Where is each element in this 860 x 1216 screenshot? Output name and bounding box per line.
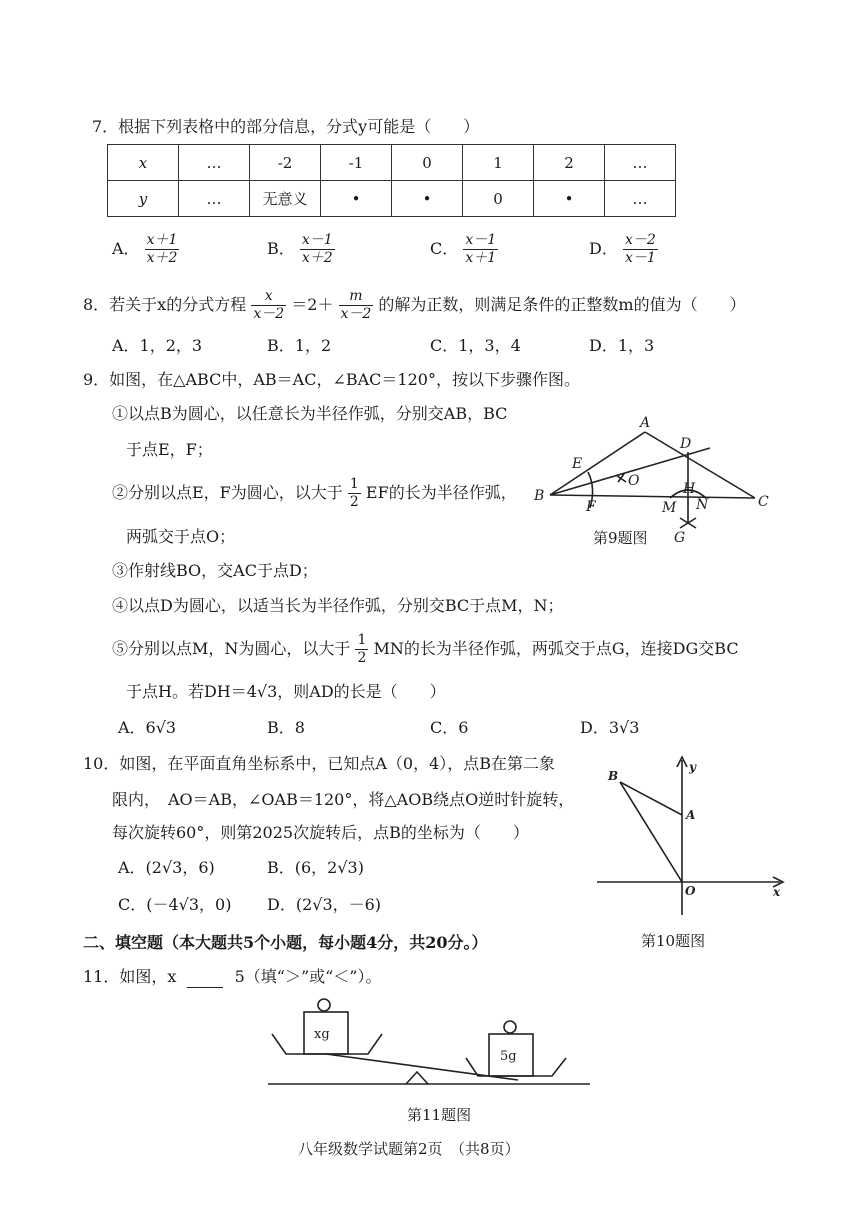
one-half-fraction	[348, 476, 361, 511]
label-c: C	[758, 494, 769, 510]
fraction-numerator: x－2	[624, 232, 656, 248]
fraction-denominator: x＋2	[146, 250, 178, 266]
q7-option-d	[589, 232, 658, 267]
label-h: H	[683, 481, 696, 497]
table-cell: •	[321, 181, 392, 217]
option-label: C．	[430, 239, 459, 258]
left-weight-label: xg	[314, 1027, 330, 1042]
page-footer: 八年级数学试题第2页 （共8页）	[298, 1140, 520, 1158]
q8-option-d: D．1，3	[589, 336, 655, 355]
q9-step4: ④以点D为圆心，以适当长为半径作弧，分别交BC于点M，N；	[112, 596, 564, 615]
table-cell: 0	[463, 181, 534, 217]
q8-prefix: 8．若关于x的分式方程	[83, 295, 247, 314]
label-m: M	[662, 500, 677, 516]
segment-bo	[620, 782, 682, 882]
option-fraction	[623, 232, 658, 267]
q10-line3: 每次旋转60°，则第2025次旋转后，点B的坐标为（ ）	[112, 823, 529, 842]
segment-ac	[645, 432, 755, 498]
table-cell: x	[108, 145, 179, 181]
q8-fraction-1	[251, 288, 286, 323]
table-cell: …	[179, 145, 250, 181]
q9-step3: ③作射线BO，交AC于点D；	[112, 561, 318, 580]
q9-figure-caption: 第9题图	[593, 529, 648, 547]
label-g: G	[674, 530, 686, 545]
fraction-denominator: 2	[349, 494, 359, 510]
q7-row-x	[108, 145, 676, 181]
label-a: A	[686, 808, 696, 822]
q9-step1a: ①以点B为圆心，以任意长为半径作弧，分别交AB，BC	[112, 404, 508, 423]
q8-fraction-2	[339, 288, 374, 323]
fraction-denominator: x＋2	[301, 250, 333, 266]
q9-step2-pre: ②分别以点E，F为圆心，以大于	[112, 483, 343, 502]
table-cell: •	[392, 181, 463, 217]
right-weight-handle	[504, 1021, 516, 1033]
table-cell: 无意义	[250, 181, 321, 217]
label-f: F	[586, 499, 596, 515]
q10-option-c: C．(－4√3，0)	[118, 895, 232, 914]
q11-figure	[260, 992, 600, 1092]
q9-step5a	[112, 632, 739, 667]
table-cell: 2	[534, 145, 605, 181]
q11-stem-pre: 11．如图，x	[83, 967, 177, 986]
fraction-numerator: m	[339, 288, 374, 306]
fraction-denominator: x－1	[624, 250, 656, 266]
q10-figure	[595, 755, 790, 920]
table-cell: •	[534, 181, 605, 217]
table-cell: -2	[250, 145, 321, 181]
q10-option-d: D．(2√3，－6)	[267, 895, 382, 914]
q9-step5b: 于点H。若DH＝4√3，则AD的长是（ ）	[126, 682, 446, 701]
q7-row-y	[108, 181, 676, 217]
option-label: A．	[112, 239, 140, 258]
answer-blank[interactable]	[187, 967, 223, 988]
label-b: B	[608, 769, 619, 783]
q9-stem: 9．如图，在△ABC中，AB＝AC，∠BAC＝120°，按以下步骤作图。	[83, 370, 580, 389]
fraction-numerator: x	[251, 288, 286, 306]
label-d: D	[680, 436, 692, 452]
option-label: B．	[267, 239, 295, 258]
label-e: E	[572, 456, 583, 472]
q9-option-c: C．6	[430, 718, 469, 737]
table-cell: 0	[392, 145, 463, 181]
fraction-numerator: x－1	[301, 232, 333, 248]
q7-option-b	[267, 232, 335, 267]
fraction-numerator: x－1	[465, 232, 497, 248]
fraction-denominator: 2	[357, 650, 367, 666]
q7-option-c	[430, 232, 498, 267]
q10-figure-caption: 第10题图	[641, 932, 706, 950]
q8-middle: ＝2＋	[291, 295, 334, 314]
q7-option-a	[112, 232, 179, 267]
table-cell: …	[179, 181, 250, 217]
q8-suffix: 的解为正数，则满足条件的正整数m的值为（ ）	[378, 295, 746, 314]
option-label: D．	[589, 239, 618, 258]
q11-stem	[83, 967, 381, 988]
fulcrum	[406, 1072, 428, 1084]
label-o: O	[685, 884, 696, 898]
label-n: N	[696, 497, 709, 513]
q9-step5-pre: ⑤分别以点M，N为圆心，以大于	[112, 639, 351, 658]
q9-option-a: A．6√3	[118, 718, 177, 737]
table-cell: y	[108, 181, 179, 217]
q7-table	[107, 144, 676, 217]
table-cell: …	[605, 181, 676, 217]
q9-figure	[530, 410, 770, 545]
label-y: y	[689, 760, 696, 774]
fraction-denominator: x＋1	[465, 250, 497, 266]
q8-option-c: C．1，3，4	[430, 336, 521, 355]
q8-option-a: A．1，2，3	[112, 336, 203, 355]
q9-option-b: B．8	[267, 718, 305, 737]
q11-figure-caption: 第11题图	[407, 1106, 472, 1124]
left-weight-handle	[318, 999, 330, 1011]
q9-option-d: D．3√3	[580, 718, 640, 737]
option-fraction	[300, 232, 335, 267]
q10-option-a: A．(2√3，6)	[118, 858, 215, 877]
label-b: B	[534, 488, 545, 504]
fraction-denominator: x－2	[340, 306, 372, 322]
table-cell: -1	[321, 145, 392, 181]
segment-bc	[550, 495, 755, 498]
q11-stem-post: 5（填“＞”或“＜”）。	[234, 967, 382, 986]
q10-line1: 10．如图，在平面直角坐标系中，已知点A（0，4），点B在第二象	[83, 754, 556, 773]
q10-line2: 限内， AO＝AB，∠OAB＝120°，将△AOB绕点O逆时针旋转，	[112, 790, 575, 809]
section-title: 二、填空题（本大题共5个小题，每小题4分，共20分。）	[83, 933, 488, 952]
q8-option-b: B．1，2	[267, 336, 332, 355]
q9-step2-post: EF的长为半径作弧，	[365, 483, 517, 502]
fraction-numerator: x＋1	[146, 232, 178, 248]
table-cell: …	[605, 145, 676, 181]
fraction-numerator: 1	[349, 476, 359, 492]
q7-stem: 7．根据下列表格中的部分信息，分式y可能是（ ）	[92, 117, 480, 136]
q9-step5-post: MN的长为半径作弧，两弧交于点G，连接DG交BC	[373, 639, 739, 658]
right-weight-label: 5g	[500, 1049, 517, 1064]
arc-cross-o	[616, 474, 626, 482]
q8-stem	[83, 288, 746, 323]
label-o: O	[628, 473, 640, 489]
fraction-numerator: 1	[357, 632, 367, 648]
option-fraction	[463, 232, 498, 267]
q10-option-b: B．(6，2√3)	[267, 858, 364, 877]
fraction-denominator: x－2	[253, 306, 285, 322]
q9-step1b: 于点E，F；	[126, 440, 213, 459]
option-fraction	[145, 232, 180, 267]
one-half-fraction	[355, 632, 368, 667]
table-cell: 1	[463, 145, 534, 181]
label-a: A	[640, 415, 651, 431]
q9-step2a	[112, 476, 517, 511]
label-x: x	[773, 885, 781, 899]
q9-step2b: 两弧交于点O；	[126, 527, 236, 546]
